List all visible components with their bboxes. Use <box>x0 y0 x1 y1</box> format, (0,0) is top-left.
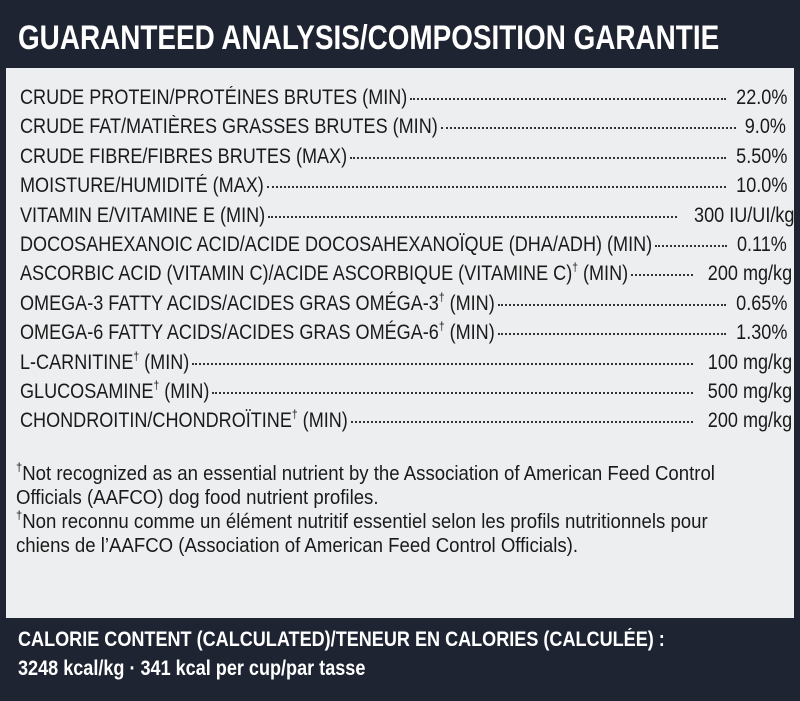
label-suffix: (MIN) <box>159 379 210 403</box>
calorie-value: 3248 kcal/kg · 341 kcal per cup/par tasse <box>18 657 366 680</box>
leader-dots <box>498 304 726 306</box>
dagger-mark: † <box>133 348 140 363</box>
row-value: 9.0% <box>744 115 786 139</box>
label-text: L-CARNITINE <box>20 350 134 374</box>
leader-dots <box>267 186 726 188</box>
footnote-french <box>16 510 760 558</box>
row-label: MOISTURE/HUMIDITÉ (MAX) <box>20 174 264 198</box>
label-text: CHONDROITIN/CHONDROÏTINE <box>20 409 292 433</box>
footnote-text: Not recognized as an essential nutrient by the Association of American Feed Control Officials (AAFCO) dog food nutrient profiles. <box>16 463 715 509</box>
calorie-heading: CALORIE CONTENT (CALCULATED)/TENEUR EN CALORIES (CALCULÉE) : <box>18 628 665 651</box>
label-title: GUARANTEED ANALYSIS/COMPOSITION GARANTIE <box>18 19 720 57</box>
dagger-mark: † <box>153 377 160 392</box>
row-value: 0.65% <box>735 291 788 315</box>
analysis-row-crude-fibre <box>20 144 788 174</box>
row-label <box>20 262 628 286</box>
row-value: 200 mg/kg <box>707 262 792 286</box>
row-value: 300 IU/UI/kg <box>693 203 795 227</box>
label-suffix: (MIN) <box>577 262 629 286</box>
label-suffix: (MIN) <box>297 409 348 433</box>
leader-dots <box>410 98 725 100</box>
label-text: OMEGA-3 FATTY ACIDS/ACIDES GRAS OMÉGA-3 <box>20 291 439 315</box>
analysis-row-crude-protein <box>20 86 788 115</box>
leader-dots <box>350 157 726 159</box>
row-value: 22.0% <box>735 86 788 109</box>
analysis-panel <box>6 68 794 618</box>
dagger-mark: † <box>291 407 298 422</box>
leader-dots <box>498 333 726 335</box>
footnote-english <box>16 462 760 510</box>
analysis-row-ascorbic-acid <box>20 260 792 291</box>
leader-dots <box>351 421 693 423</box>
row-label: DOCOSAHEXANOIC ACID/ACIDE DOCOSAHEXANOÏQUE (DHA/ADH) (MIN) <box>20 232 653 256</box>
analysis-row-vitamin-e <box>20 203 795 233</box>
row-value: 500 mg/kg <box>707 379 792 403</box>
label-text: OMEGA-6 FATTY ACIDS/ACIDES GRAS OMÉGA-6 <box>20 321 439 345</box>
analysis-row-glucosamine <box>20 377 792 409</box>
row-value: 10.0% <box>735 174 788 198</box>
analysis-row-moisture <box>20 174 788 203</box>
analysis-row-crude-fat <box>20 115 786 144</box>
analysis-table <box>20 86 795 439</box>
dagger-mark: † <box>16 460 23 474</box>
leader-dots <box>212 392 692 394</box>
analysis-row-l-carnitine <box>20 348 792 380</box>
calorie-content <box>18 625 788 683</box>
analysis-row-dha <box>20 232 787 262</box>
row-label <box>20 321 495 345</box>
label-suffix: (MIN) <box>444 321 495 345</box>
footnote-text: Non reconnu comme un élément nutritif essentiel selon les profils nutritionnels pour chiens de l’AAFCO (Association of American Feed Control Officials). <box>16 511 708 557</box>
row-label <box>20 409 348 433</box>
row-label: CRUDE FIBRE/FIBRES BRUTES (MAX) <box>20 144 348 168</box>
label-text: GLUCOSAMINE <box>20 379 154 403</box>
row-label: VITAMIN E/VITAMINE E (MIN) <box>20 203 266 227</box>
row-label: CRUDE FAT/MATIÈRES GRASSES BRUTES (MIN) <box>20 115 438 139</box>
row-value: 100 mg/kg <box>707 350 792 374</box>
analysis-row-chondroitin <box>20 407 792 438</box>
leader-dots <box>268 216 676 218</box>
label-text: ASCORBIC ACID (VITAMIN C)/ACIDE ASCORBIQUE (VITAMINE C) <box>20 262 573 286</box>
row-value: 200 mg/kg <box>707 409 792 433</box>
label-suffix: (MIN) <box>444 291 495 315</box>
row-label: CRUDE PROTEIN/PROTÉINES BRUTES (MIN) <box>20 86 408 109</box>
row-value: 1.30% <box>735 321 788 345</box>
dagger-mark: † <box>438 319 445 334</box>
footnotes <box>16 462 786 558</box>
leader-dots <box>631 274 693 276</box>
row-label <box>20 289 495 316</box>
label-suffix: (MIN) <box>139 350 190 374</box>
row-value: 0.11% <box>737 232 787 256</box>
dagger-mark: † <box>438 289 445 304</box>
dagger-mark: † <box>572 260 578 275</box>
row-value: 5.50% <box>735 144 788 168</box>
row-label <box>20 377 210 404</box>
row-label <box>20 348 190 375</box>
leader-dots <box>192 363 692 365</box>
analysis-row-omega-3 <box>20 289 788 321</box>
leader-dots <box>655 245 727 247</box>
analysis-row-omega-6 <box>20 319 788 350</box>
leader-dots <box>441 127 736 129</box>
dagger-mark: † <box>16 508 23 522</box>
